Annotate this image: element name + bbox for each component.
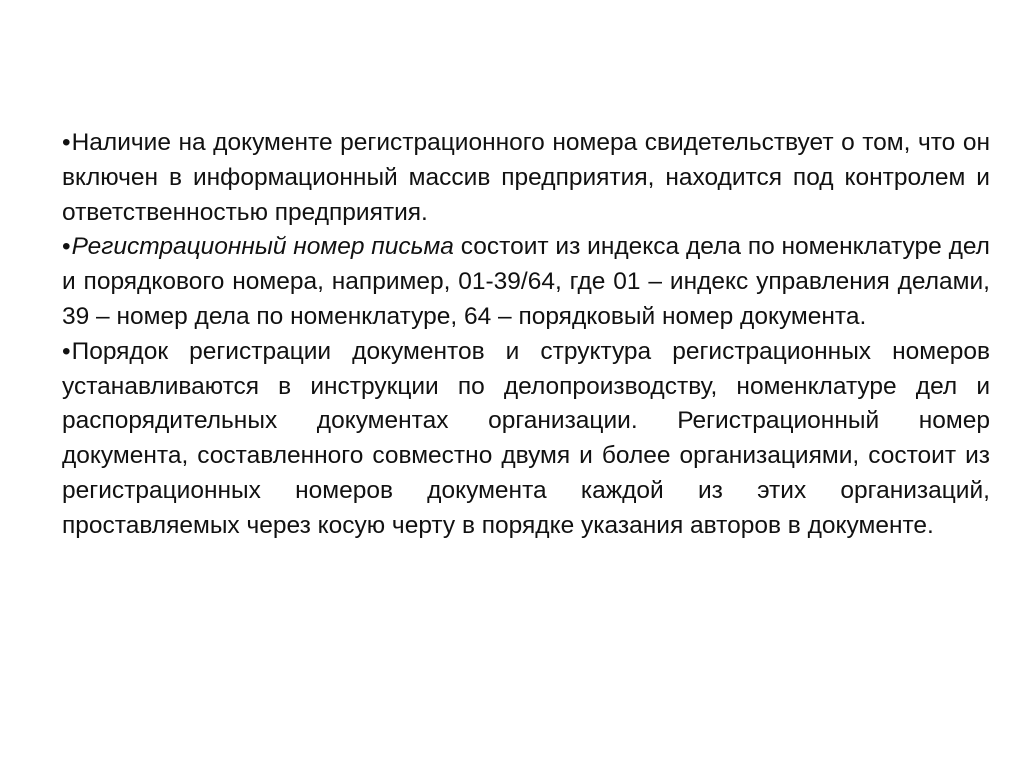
paragraph-2-emphasis: Регистрационный номер письма — [71, 233, 454, 261]
bullet-paragraph-1 — [62, 126, 990, 230]
paragraph-1-text: Наличие на документе регистрационного номера свидетельствует о том, что он включен в информационный массив предприятия, находится под контролем и ответственностью предприятия. — [62, 129, 990, 226]
paragraph-2-text: состоит из индекса дела по номенклатуре дел и порядкового номера, например, 01-39/64, где 01 – индекс управления делами, 39 – номер дела по номенклатуре, 64 – порядковый номер документа. — [62, 233, 990, 330]
bullet-marker: • — [62, 233, 71, 261]
paragraph-3-text: Порядок регистрации документов и структура регистрационных номеров устанавливаются в инструкции по делопроизводству, номенклатуре дел и распорядительных документах организации. Регистрационный номер документа, составленного совместно двумя и более организациями, состоит из регистрационных номеров документа каждой из этих организаций, проставляемых через косую черту в порядке указания авторов в документе. — [62, 337, 990, 539]
bullet-paragraph-3 — [62, 335, 990, 544]
bullet-list — [62, 126, 990, 544]
bullet-paragraph-2 — [62, 230, 990, 334]
bullet-marker: • — [62, 337, 71, 365]
bullet-marker: • — [62, 129, 71, 156]
